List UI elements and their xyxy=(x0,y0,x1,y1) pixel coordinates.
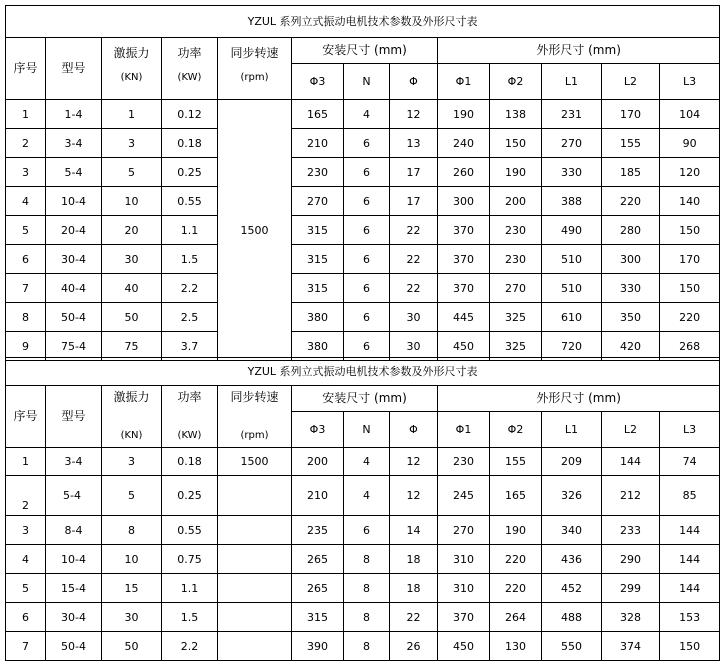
header-install-size: 安装尺寸 (mm) xyxy=(292,38,438,64)
cell: 190 xyxy=(490,516,542,545)
cell: 165 xyxy=(490,476,542,516)
table-row xyxy=(6,216,720,245)
cell: 2.2 xyxy=(162,632,218,661)
cell: 18 xyxy=(390,574,438,603)
cell: 150 xyxy=(490,129,542,158)
cell: 268 xyxy=(660,332,720,361)
cell: 610 xyxy=(542,303,602,332)
cell: 1.5 xyxy=(162,603,218,632)
header-force xyxy=(102,386,162,448)
cell: 270 xyxy=(490,274,542,303)
cell: 10 xyxy=(102,187,162,216)
cell: 4 xyxy=(6,187,46,216)
cell: 165 xyxy=(292,100,344,129)
cell xyxy=(218,603,292,632)
cell: 150 xyxy=(660,216,720,245)
cell: 0.25 xyxy=(162,158,218,187)
cell: 370 xyxy=(438,603,490,632)
cell: 210 xyxy=(292,129,344,158)
cell: 8 xyxy=(344,545,390,574)
table-row xyxy=(6,274,720,303)
cell: 30 xyxy=(102,603,162,632)
cell: 2 xyxy=(6,476,46,516)
cell xyxy=(218,574,292,603)
cell: 390 xyxy=(292,632,344,661)
cell: 300 xyxy=(602,245,660,274)
cell: 450 xyxy=(438,332,490,361)
header-speed-label: 同步转速 xyxy=(230,390,279,404)
cell: 22 xyxy=(390,216,438,245)
cell: 220 xyxy=(490,545,542,574)
table-row xyxy=(6,632,720,661)
header-power xyxy=(162,38,218,100)
cell: 130 xyxy=(490,632,542,661)
header-phi: Φ xyxy=(390,412,438,448)
cell: 220 xyxy=(660,303,720,332)
cell: 22 xyxy=(390,274,438,303)
cell: 220 xyxy=(602,187,660,216)
cell: 325 xyxy=(490,303,542,332)
cell: 370 xyxy=(438,274,490,303)
table-title: YZUL 系列立式振动电机技术参数及外形尺寸表 xyxy=(6,6,720,38)
cell: 8 xyxy=(102,516,162,545)
cell: 264 xyxy=(490,603,542,632)
cell: 40 xyxy=(102,274,162,303)
cell: 490 xyxy=(542,216,602,245)
cell: 6 xyxy=(6,603,46,632)
cell: 0.55 xyxy=(162,187,218,216)
header-n: N xyxy=(344,64,390,100)
cell: 3 xyxy=(6,516,46,545)
cell: 270 xyxy=(292,187,344,216)
cell: 2 xyxy=(6,129,46,158)
cell: 3-4 xyxy=(46,129,102,158)
cell: 50-4 xyxy=(46,303,102,332)
cell: 231 xyxy=(542,100,602,129)
cell: 40-4 xyxy=(46,274,102,303)
cell: 30-4 xyxy=(46,245,102,274)
cell: 5 xyxy=(6,216,46,245)
cell: 380 xyxy=(292,303,344,332)
cell: 17 xyxy=(390,187,438,216)
cell: 436 xyxy=(542,545,602,574)
cell: 74 xyxy=(660,448,720,476)
cell: 75 xyxy=(102,332,162,361)
header-l3: L3 xyxy=(660,412,720,448)
cell: 20-4 xyxy=(46,216,102,245)
cell: 6 xyxy=(344,187,390,216)
cell: 0.25 xyxy=(162,476,218,516)
cell: 445 xyxy=(438,303,490,332)
cell: 22 xyxy=(390,245,438,274)
cell: 380 xyxy=(292,332,344,361)
cell: 220 xyxy=(490,574,542,603)
cell: 315 xyxy=(292,245,344,274)
cell: 2.2 xyxy=(162,274,218,303)
cell: 190 xyxy=(490,158,542,187)
header-outline-size: 外形尺寸 (mm) xyxy=(438,386,720,412)
cell: 315 xyxy=(292,603,344,632)
cell: 10-4 xyxy=(46,545,102,574)
cell: 5 xyxy=(6,574,46,603)
header-power-unit: (KW) xyxy=(177,72,202,83)
cell: 9 xyxy=(6,332,46,361)
cell: 170 xyxy=(660,245,720,274)
cell: 1500 xyxy=(218,448,292,476)
table-row xyxy=(6,476,720,516)
cell: 1 xyxy=(6,448,46,476)
cell: 17 xyxy=(390,158,438,187)
cell: 3 xyxy=(102,129,162,158)
cell: 233 xyxy=(602,516,660,545)
cell: 1.1 xyxy=(162,216,218,245)
table-row xyxy=(6,545,720,574)
table-row xyxy=(6,245,720,274)
table-row xyxy=(6,187,720,216)
table-row xyxy=(6,100,720,129)
header-phi1: Φ1 xyxy=(438,64,490,100)
cell: 265 xyxy=(292,574,344,603)
cell: 6 xyxy=(344,158,390,187)
cell: 230 xyxy=(490,245,542,274)
cell: 5 xyxy=(102,158,162,187)
header-force-label: 激振力 xyxy=(113,46,150,60)
cell: 20 xyxy=(102,216,162,245)
cell: 6 xyxy=(344,216,390,245)
cell: 144 xyxy=(602,448,660,476)
cell: 15 xyxy=(102,574,162,603)
motor-spec-table-1 xyxy=(5,5,720,361)
cell: 1 xyxy=(102,100,162,129)
header-speed xyxy=(218,38,292,100)
cell: 0.18 xyxy=(162,448,218,476)
table-row xyxy=(6,448,720,476)
cell: 488 xyxy=(542,603,602,632)
cell: 1.1 xyxy=(162,574,218,603)
cell: 10-4 xyxy=(46,187,102,216)
cell: 5-4 xyxy=(46,476,102,516)
cell: 7 xyxy=(6,632,46,661)
cell: 30 xyxy=(390,332,438,361)
cell: 144 xyxy=(660,516,720,545)
cell: 1 xyxy=(6,100,46,129)
cell: 144 xyxy=(660,574,720,603)
cell: 104 xyxy=(660,100,720,129)
cell: 290 xyxy=(602,545,660,574)
cell: 230 xyxy=(490,216,542,245)
cell: 12 xyxy=(390,476,438,516)
header-install-size: 安装尺寸 (mm) xyxy=(292,386,438,412)
cell: 22 xyxy=(390,603,438,632)
cell: 153 xyxy=(660,603,720,632)
cell: 85 xyxy=(660,476,720,516)
cell: 1.5 xyxy=(162,245,218,274)
cell: 310 xyxy=(438,545,490,574)
cell: 2.5 xyxy=(162,303,218,332)
header-phi2: Φ2 xyxy=(490,64,542,100)
cell: 330 xyxy=(542,158,602,187)
cell: 330 xyxy=(602,274,660,303)
cell: 450 xyxy=(438,632,490,661)
header-power-label: 功率 xyxy=(177,46,202,60)
cell xyxy=(218,545,292,574)
cell: 209 xyxy=(542,448,602,476)
cell: 452 xyxy=(542,574,602,603)
cell: 370 xyxy=(438,216,490,245)
cell: 120 xyxy=(660,158,720,187)
table-row xyxy=(6,516,720,545)
header-model: 型号 xyxy=(46,38,102,100)
header-speed-label: 同步转速 xyxy=(230,46,279,60)
cell: 340 xyxy=(542,516,602,545)
cell: 4 xyxy=(6,545,46,574)
cell: 5 xyxy=(102,476,162,516)
cell: 8 xyxy=(344,632,390,661)
cell: 6 xyxy=(344,332,390,361)
cell: 550 xyxy=(542,632,602,661)
cell: 420 xyxy=(602,332,660,361)
header-phi1: Φ1 xyxy=(438,412,490,448)
cell: 240 xyxy=(438,129,490,158)
header-force-unit: (KN) xyxy=(120,72,143,83)
cell: 4 xyxy=(344,476,390,516)
cell: 3 xyxy=(102,448,162,476)
cell: 15-4 xyxy=(46,574,102,603)
motor-spec-table-2 xyxy=(5,357,720,661)
cell: 328 xyxy=(602,603,660,632)
cell: 200 xyxy=(490,187,542,216)
cell: 245 xyxy=(438,476,490,516)
table-row xyxy=(6,574,720,603)
cell: 230 xyxy=(438,448,490,476)
header-speed xyxy=(218,386,292,448)
cell: 155 xyxy=(490,448,542,476)
cell: 12 xyxy=(390,100,438,129)
header-force xyxy=(102,38,162,100)
cell: 50-4 xyxy=(46,632,102,661)
header-no: 序号 xyxy=(6,386,46,448)
cell: 299 xyxy=(602,574,660,603)
header-speed-unit: (rpm) xyxy=(240,72,269,83)
cell: 326 xyxy=(542,476,602,516)
cell: 315 xyxy=(292,216,344,245)
cell: 6 xyxy=(344,129,390,158)
cell: 140 xyxy=(660,187,720,216)
cell: 6 xyxy=(344,245,390,274)
cell: 0.18 xyxy=(162,129,218,158)
cell: 26 xyxy=(390,632,438,661)
cell: 270 xyxy=(542,129,602,158)
cell: 7 xyxy=(6,274,46,303)
cell: 8-4 xyxy=(46,516,102,545)
cell: 8 xyxy=(6,303,46,332)
header-phi3: Φ3 xyxy=(292,64,344,100)
cell: 350 xyxy=(602,303,660,332)
cell: 18 xyxy=(390,545,438,574)
cell: 510 xyxy=(542,245,602,274)
cell: 6 xyxy=(344,516,390,545)
table-title: YZUL 系列立式振动电机技术参数及外形尺寸表 xyxy=(6,358,720,386)
cell: 510 xyxy=(542,274,602,303)
cell: 5-4 xyxy=(46,158,102,187)
header-l3: L3 xyxy=(660,64,720,100)
cell: 0.55 xyxy=(162,516,218,545)
cell: 260 xyxy=(438,158,490,187)
cell: 235 xyxy=(292,516,344,545)
header-phi: Φ xyxy=(390,64,438,100)
header-power-unit: (KW) xyxy=(177,430,202,441)
cell: 190 xyxy=(438,100,490,129)
cell: 212 xyxy=(602,476,660,516)
cell: 200 xyxy=(292,448,344,476)
header-phi3: Φ3 xyxy=(292,412,344,448)
cell: 150 xyxy=(660,632,720,661)
cell: 315 xyxy=(292,274,344,303)
cell: 310 xyxy=(438,574,490,603)
cell: 185 xyxy=(602,158,660,187)
cell: 270 xyxy=(438,516,490,545)
cell: 155 xyxy=(602,129,660,158)
cell: 13 xyxy=(390,129,438,158)
header-no: 序号 xyxy=(6,38,46,100)
cell: 370 xyxy=(438,245,490,274)
cell: 0.12 xyxy=(162,100,218,129)
header-l1: L1 xyxy=(542,412,602,448)
cell: 1-4 xyxy=(46,100,102,129)
header-l2: L2 xyxy=(602,412,660,448)
table-row xyxy=(6,303,720,332)
cell: 3-4 xyxy=(46,448,102,476)
header-phi2: Φ2 xyxy=(490,412,542,448)
header-speed-unit: (rpm) xyxy=(240,430,269,441)
cell: 210 xyxy=(292,476,344,516)
cell: 374 xyxy=(602,632,660,661)
cell: 325 xyxy=(490,332,542,361)
cell: 3.7 xyxy=(162,332,218,361)
header-l1: L1 xyxy=(542,64,602,100)
cell: 30-4 xyxy=(46,603,102,632)
cell: 280 xyxy=(602,216,660,245)
cell: 8 xyxy=(344,574,390,603)
cell: 50 xyxy=(102,632,162,661)
cell xyxy=(218,516,292,545)
cell: 150 xyxy=(660,274,720,303)
cell: 720 xyxy=(542,332,602,361)
cell xyxy=(218,632,292,661)
cell: 388 xyxy=(542,187,602,216)
header-power xyxy=(162,386,218,448)
cell: 50 xyxy=(102,303,162,332)
cell: 170 xyxy=(602,100,660,129)
cell: 10 xyxy=(102,545,162,574)
cell: 6 xyxy=(344,274,390,303)
header-model: 型号 xyxy=(46,386,102,448)
cell: 12 xyxy=(390,448,438,476)
table-row xyxy=(6,129,720,158)
cell: 6 xyxy=(344,303,390,332)
cell: 138 xyxy=(490,100,542,129)
table-row xyxy=(6,603,720,632)
cell: 3 xyxy=(6,158,46,187)
cell: 265 xyxy=(292,545,344,574)
cell: 6 xyxy=(6,245,46,274)
cell: 300 xyxy=(438,187,490,216)
cell: 144 xyxy=(660,545,720,574)
cell: 8 xyxy=(344,603,390,632)
cell: 90 xyxy=(660,129,720,158)
header-outline-size: 外形尺寸 (mm) xyxy=(438,38,720,64)
cell: 4 xyxy=(344,448,390,476)
header-force-unit: (KN) xyxy=(120,430,143,441)
cell: 14 xyxy=(390,516,438,545)
cell: 230 xyxy=(292,158,344,187)
table-row xyxy=(6,158,720,187)
header-force-label: 激振力 xyxy=(113,390,150,404)
speed-value-merged: 1500 xyxy=(218,100,292,361)
cell xyxy=(218,476,292,516)
cell: 4 xyxy=(344,100,390,129)
cell: 30 xyxy=(390,303,438,332)
cell: 30 xyxy=(102,245,162,274)
header-power-label: 功率 xyxy=(177,390,202,404)
cell: 0.75 xyxy=(162,545,218,574)
header-l2: L2 xyxy=(602,64,660,100)
header-n: N xyxy=(344,412,390,448)
cell: 75-4 xyxy=(46,332,102,361)
